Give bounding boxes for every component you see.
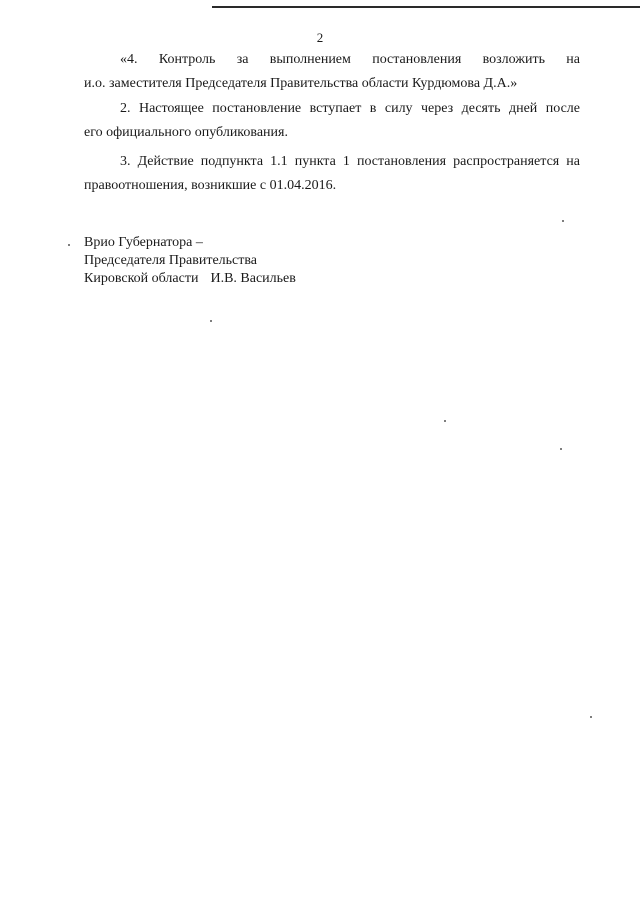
signature-org-line — [84, 270, 296, 288]
paragraph-line: 3. Действие подпункта 1.1 пункта 1 постановления распространяется на — [120, 154, 580, 169]
paragraph-control-clause — [84, 48, 580, 96]
signature-block — [84, 234, 296, 288]
paragraph-line: его официального опубликования. — [84, 125, 288, 140]
scan-speck — [562, 220, 564, 222]
paragraph-effective-date-clause — [84, 97, 580, 145]
scan-speck — [444, 420, 446, 422]
paragraph-line: 2. Настоящее постановление вступает в силу через десять дней после — [120, 101, 580, 116]
scan-speck — [590, 716, 592, 718]
signature-title-line: Врио Губернатора – — [84, 235, 203, 250]
signature-title-line: Председателя Правительства — [84, 253, 258, 268]
paragraph-line: правоотношения, возникшие с 01.04.2016. — [84, 178, 337, 193]
page-number: 2 — [316, 30, 324, 45]
paragraph-line: «4. Контроль за выполнением постановления возложить на — [120, 52, 580, 67]
scan-speck — [68, 244, 70, 246]
signature-org: Кировской области — [84, 271, 199, 286]
paragraph-applicability-clause — [84, 150, 580, 198]
paragraph-line: и.о. заместителя Председателя Правительства области Курдюмова Д.А.» — [84, 76, 518, 91]
scan-speck — [560, 448, 562, 450]
scan-speck — [210, 320, 212, 322]
top-edge-rule — [212, 6, 640, 8]
signatory-name: И.В. Васильев — [210, 271, 296, 286]
